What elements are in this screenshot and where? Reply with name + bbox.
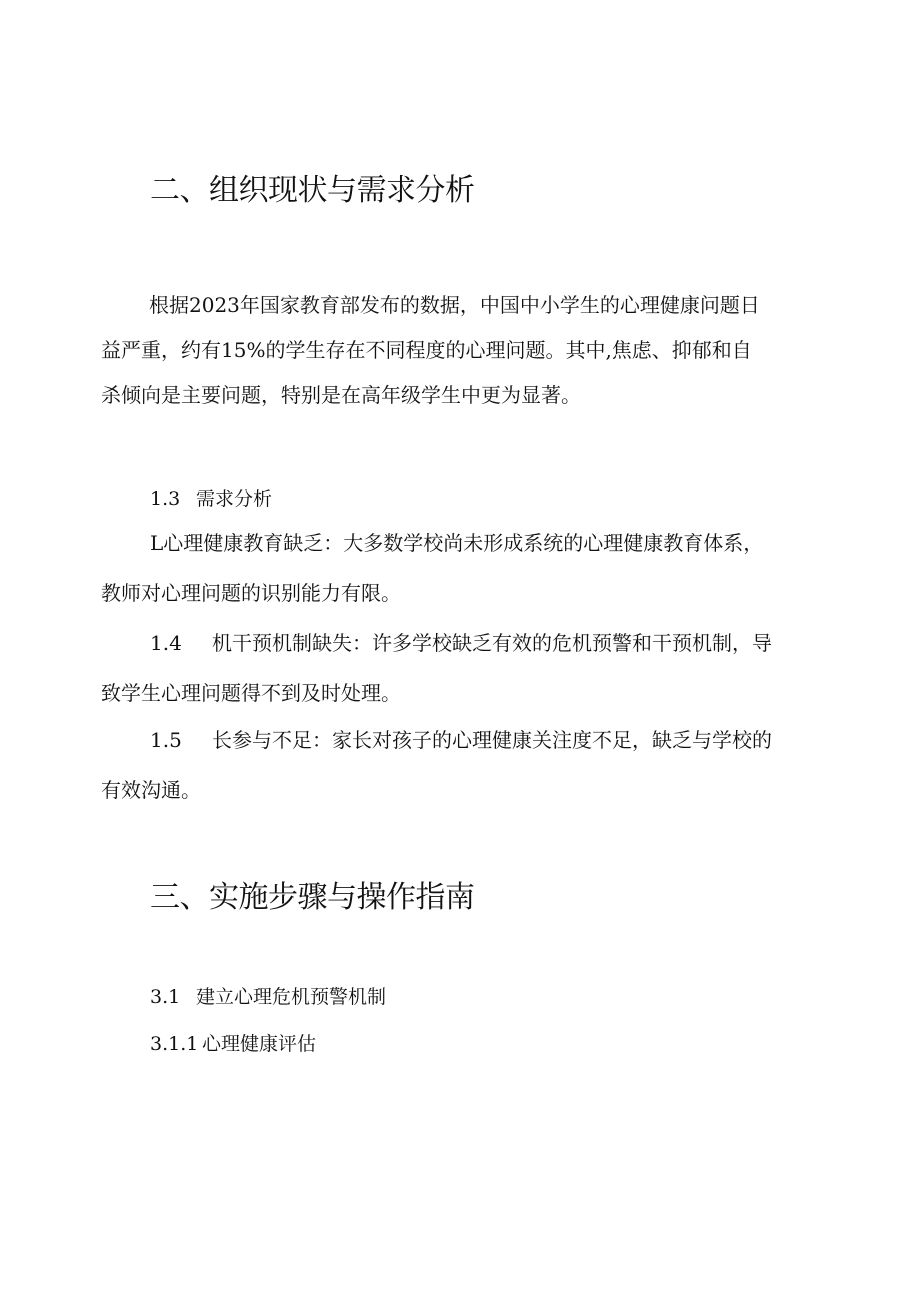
subsection-number: 3.1.1: [150, 1033, 199, 1055]
subsection-3-1-heading: [150, 982, 386, 1009]
need-item-cont-line: 有效沟通。: [101, 778, 201, 802]
subsection-title: 建立心理危机预警机制: [196, 986, 387, 1008]
subsection-title: 需求分析: [196, 488, 273, 510]
section-3-heading: 三、实施步骤与操作指南: [150, 880, 475, 915]
subsection-number: 1.3: [150, 488, 181, 510]
intro-line-2: 益严重，约有15%的学生存在不同程度的心理问题。其中,焦虑、抑郁和自: [101, 338, 752, 362]
item-number: 1.4: [150, 631, 182, 655]
need-item-first-line: 1.4 机干预机制缺失：许多学校缺乏有效的危机预警和干预机制，导: [101, 618, 821, 668]
need-item-1-5: [101, 715, 821, 815]
intro-line-1: 根据2023年国家教育部发布的数据，中国中小学生的心理健康问题日: [149, 293, 760, 317]
need-item-cont-line: 致学生心理问题得不到及时处理。: [101, 681, 401, 705]
subsection-title: 心理健康评估: [202, 1033, 317, 1055]
section-2-heading: 二、组织现状与需求分析: [150, 173, 475, 208]
need-item-1: [101, 518, 821, 618]
need-item-cont-line: 教师对心理问题的识别能力有限。: [101, 581, 401, 605]
subsection-1-3-heading: [150, 484, 272, 511]
intro-line-3: 杀倾向是主要问题，特别是在高年级学生中更为显著。: [101, 383, 581, 407]
item-number: 1.5: [150, 728, 182, 752]
section-2-intro-paragraph: [101, 283, 821, 418]
need-item-first-line: L心理健康教育缺乏：大多数学校尚未形成系统的心理健康教育体系，: [150, 531, 764, 555]
need-item-first-line: 1.5 长参与不足：家长对孩子的心理健康关注度不足，缺乏与学校的: [101, 715, 821, 765]
subsection-number: 3.1: [150, 986, 181, 1008]
subsection-3-1-1-heading: [150, 1029, 316, 1056]
need-item-1-4: [101, 618, 821, 718]
